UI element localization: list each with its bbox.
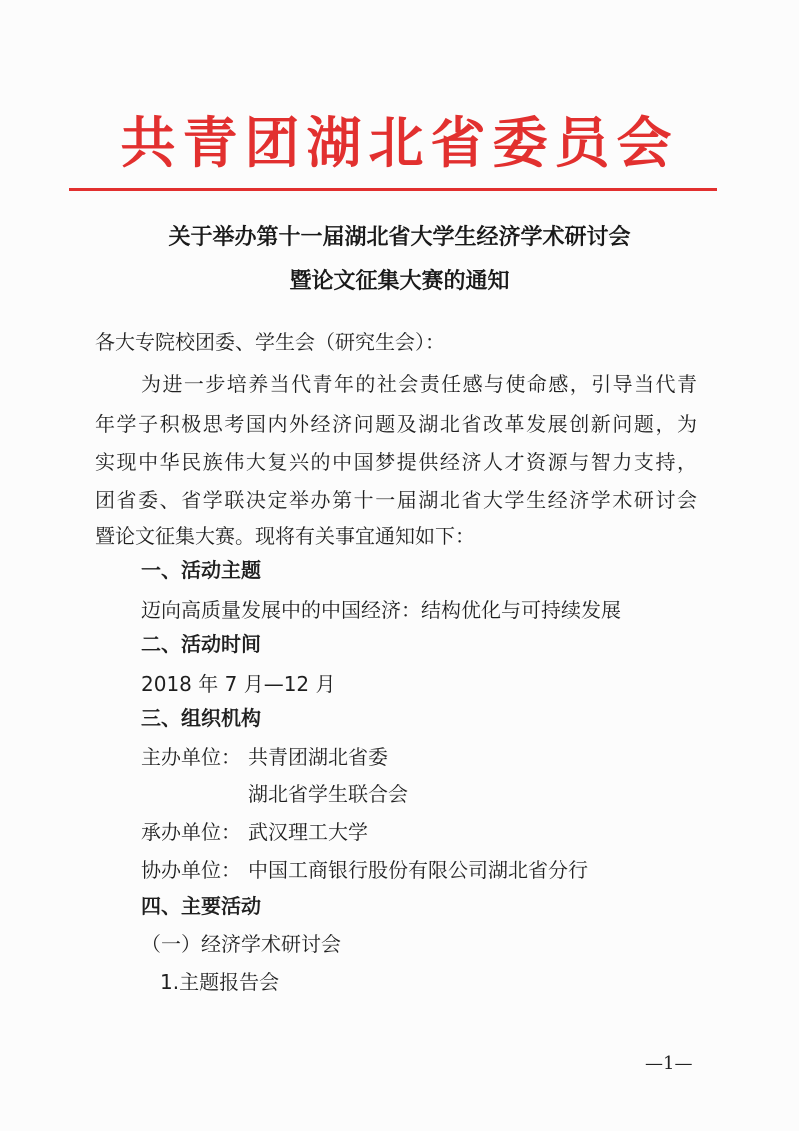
- intro-line-3: 实现中华民族伟大复兴的中国梦提供经济人才资源与智力支持，: [95, 450, 697, 474]
- intro-line-4: 团省委、省学联决定举办第十一届湖北省大学生经济学术研讨会: [95, 488, 697, 512]
- section-text-theme: 迈向高质量发展中的中国经济：结构优化与可持续发展: [141, 598, 621, 622]
- subsection-academic-seminar: （一）经济学术研讨会: [141, 932, 341, 956]
- letterhead-title: 共青团湖北省委员会: [120, 110, 679, 175]
- intro-line-5: 暨论文征集大赛。现将有关事宜通知如下：: [95, 524, 475, 548]
- section-heading-organization: 三、组织机构: [141, 706, 261, 730]
- notice-title-line-2: 暨论文征集大赛的通知: [289, 268, 510, 294]
- section-heading-theme: 一、活动主题: [141, 558, 261, 582]
- co-organizer-unit: 中国工商银行股份有限公司湖北省分行: [248, 858, 588, 882]
- notice-title-line-1: 关于举办第十一届湖北省大学生经济学术研讨会: [168, 224, 631, 250]
- letterhead-red-rule: [69, 188, 717, 191]
- organizer-unit: 武汉理工大学: [248, 820, 368, 844]
- section-heading-activities: 四、主要活动: [141, 894, 261, 918]
- host-unit-2: 湖北省学生联合会: [248, 782, 408, 806]
- section-text-time: 2018 年 7 月—12 月: [141, 672, 336, 696]
- page-number: —1—: [645, 1053, 693, 1074]
- section-heading-time: 二、活动时间: [141, 632, 261, 656]
- intro-line-1: 为进一步培养当代青年的社会责任感与使命感，引导当代青: [141, 372, 697, 396]
- host-label: 主办单位：: [141, 745, 241, 769]
- salutation: 各大专院校团委、学生会（研究生会）：: [95, 330, 445, 354]
- organizer-label: 承办单位：: [141, 820, 241, 844]
- co-organizer-label: 协办单位：: [141, 858, 241, 882]
- host-unit-1: 共青团湖北省委: [248, 745, 388, 769]
- list-item-keynote: 1.主题报告会: [160, 970, 280, 994]
- intro-line-2: 年学子积极思考国内外经济问题及湖北省改革发展创新问题，为: [95, 412, 697, 436]
